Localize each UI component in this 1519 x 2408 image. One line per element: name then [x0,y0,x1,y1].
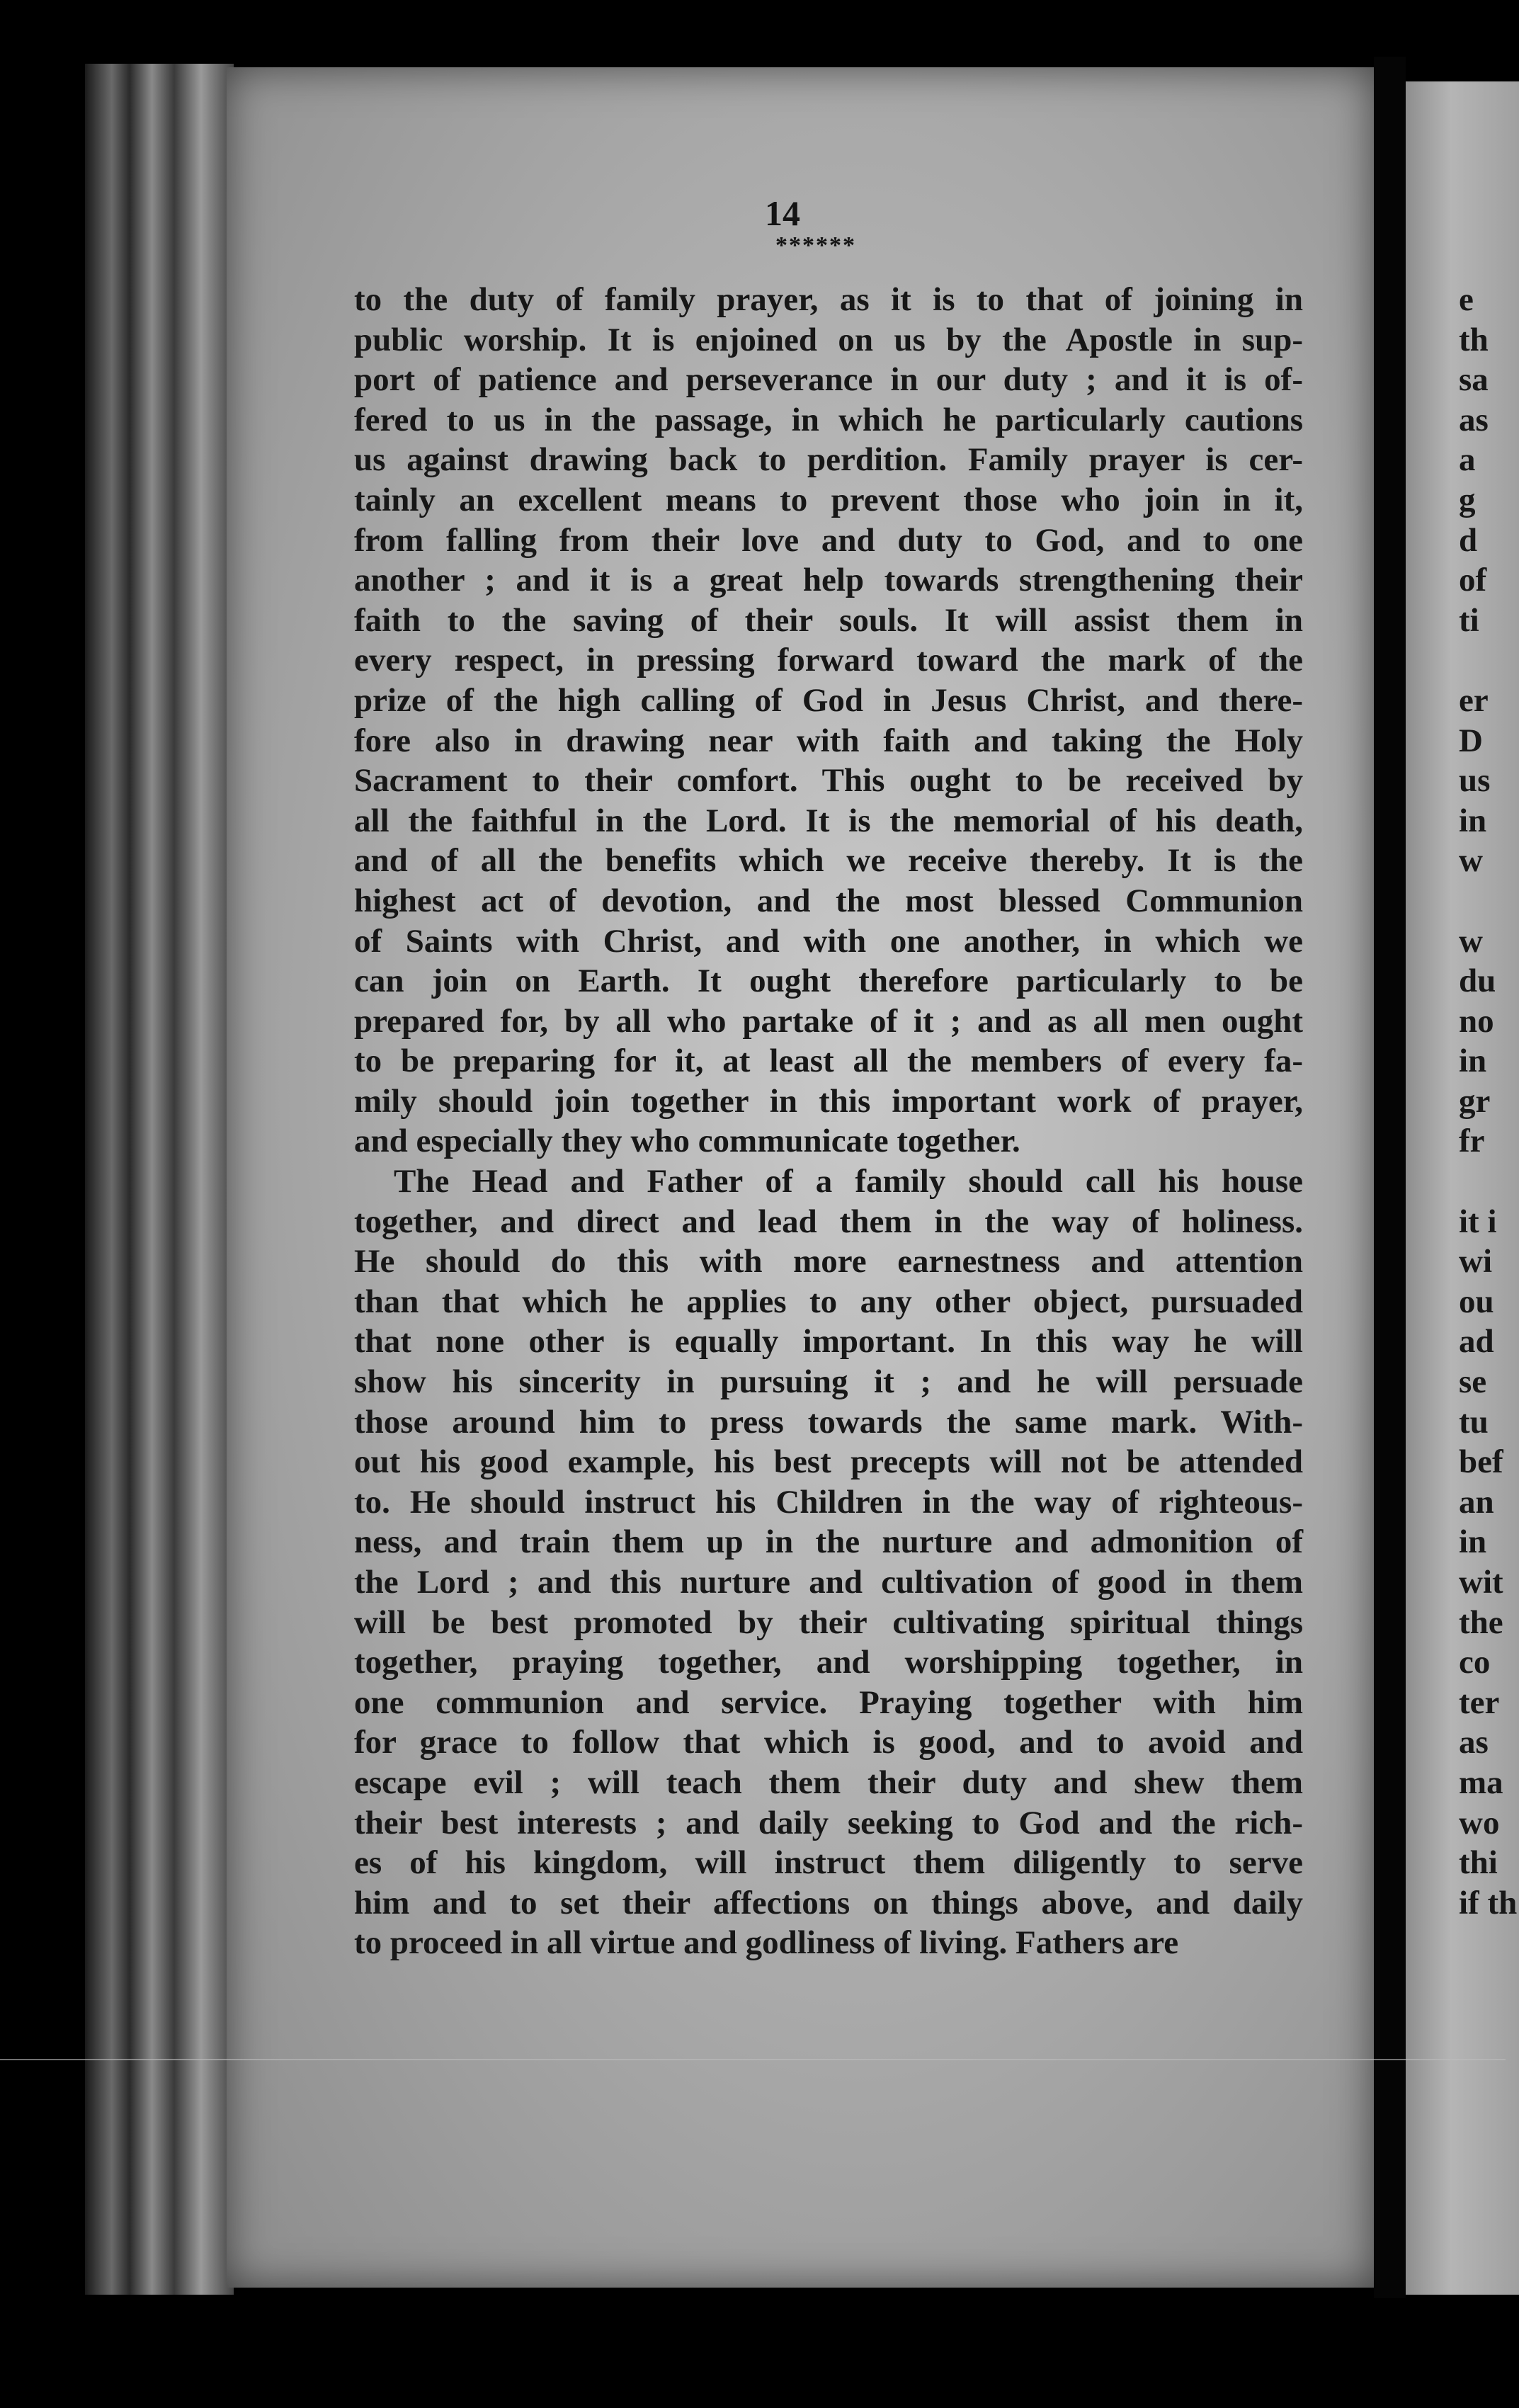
text-line: that none other is equally important. In this way he will [354,1323,1303,1361]
facing-page-fragment: e [1459,281,1474,318]
facing-page-fragment: of [1459,562,1487,599]
text-line: to proceed in all virtue and godliness of living. Fathers are [354,1924,1179,1962]
facing-page-fragment: w [1459,922,1483,960]
text-line: to. He should instruct his Children in the way of righteous- [354,1483,1303,1521]
facing-page-fragment: in [1459,802,1487,839]
text-line: every respect, in pressing forward toward the mark of the [354,642,1303,679]
facing-page-fragment: in [1459,1043,1487,1080]
facing-page-fragment: g [1459,481,1476,518]
facing-page-fragment: an [1459,1483,1494,1521]
text-line: for grace to follow that which is good, and to avoid and [354,1724,1303,1761]
text-line: together, and direct and lead them in the way of holiness. [354,1203,1303,1240]
text-line: all the faithful in the Lord. It is the memorial of his death, [354,802,1303,839]
text-line: one communion and service. Praying together with him [354,1683,1303,1721]
text-line: the Lord ; and this nurture and cultivation of good in them [354,1564,1303,1601]
facing-page-fragment: it i [1459,1203,1497,1240]
header-ornament: ****** [775,232,856,259]
text-line: es of his kingdom, will instruct them diligently to serve [354,1844,1303,1882]
text-line: together, praying together, and worshipping together, in [354,1644,1303,1681]
page-number: 14 [765,193,800,233]
facing-page-fragment: th [1459,321,1489,358]
facing-page-fragment: as [1459,401,1489,438]
text-line: us against drawing back to perdition. Family prayer is cer- [354,441,1303,479]
text-line: The Head and Father of a family should call his house [394,1163,1303,1200]
facing-page-fragment: as [1459,1724,1489,1761]
text-line: fore also in drawing near with faith and taking the Holy [354,722,1303,759]
facing-page-fragment: no [1459,1002,1494,1040]
facing-page-fragment: se [1459,1363,1487,1401]
text-line: fered to us in the passage, in which he particularly cautions [354,401,1303,438]
facing-page-fragment: a [1459,441,1476,479]
text-line: can join on Earth. It ought therefore particularly to be [354,962,1303,1000]
facing-page-fragment: wo [1459,1804,1500,1841]
text-line: prepared for, by all who partake of it ; and as all men ought [354,1002,1303,1040]
text-line: to be preparing for it, at least all the members of every fa- [354,1043,1303,1080]
facing-page-fragment: gr [1459,1082,1491,1120]
text-line: from falling from their love and duty to God, and to one [354,521,1303,559]
text-line: highest act of devotion, and the most blessed Communion [354,882,1303,919]
text-line: ness, and train them up in the nurture and admonition of [354,1523,1303,1561]
text-line: escape evil ; will teach them their duty and shew them [354,1764,1303,1801]
text-line: prize of the high calling of God in Jesus Christ, and there- [354,681,1303,719]
facing-page-fragment: wi [1459,1243,1492,1280]
facing-page-fragment: ti [1459,601,1479,639]
facing-page-fragment: d [1459,521,1478,559]
facing-page-fragment: thi [1459,1844,1498,1882]
facing-page-fragment: D [1459,722,1483,759]
text-line: those around him to press towards the same mark. With- [354,1403,1303,1441]
text-line: and of all the benefits which we receive thereby. It is the [354,842,1303,880]
facing-page-fragment: ter [1459,1683,1500,1721]
page-gutter-shadow [1374,57,1406,2298]
facing-page-fragment: ad [1459,1323,1494,1361]
facing-page-fragment: co [1459,1644,1491,1681]
text-line: another ; and it is a great help towards strengthening their [354,562,1303,599]
text-line: of Saints with Christ, and with one another, in which we [354,922,1303,960]
facing-page-fragment: us [1459,762,1491,800]
facing-page-fragment: ma [1459,1764,1503,1801]
text-line: will be best promoted by their cultivating spiritual things [354,1603,1303,1641]
text-line: Sacrament to their comfort. This ought to be received by [354,762,1303,800]
scan-artifact-line [0,2059,1506,2060]
facing-page-fragment: er [1459,681,1489,719]
facing-page-fragment: fr [1459,1123,1485,1160]
page-body-text [354,280,1303,1963]
text-line: mily should join together in this important work of prayer, [354,1082,1303,1120]
facing-page-text-fragments [1459,280,1518,1923]
text-line: than that which he applies to any other object, pursuaded [354,1283,1303,1320]
facing-page-fragment: if th [1459,1884,1518,1921]
facing-page-fragment: sa [1459,361,1489,399]
book-spine-edge [85,64,234,2295]
facing-page-fragment: wit [1459,1564,1503,1601]
text-line: out his good example, his best precepts will not be attended [354,1443,1303,1481]
text-line: public worship. It is enjoined on us by the Apostle in sup- [354,321,1303,358]
facing-page-fragment: the [1459,1603,1503,1641]
facing-page-fragment: du [1459,962,1496,1000]
facing-page-fragment: tu [1459,1403,1489,1441]
facing-page-fragment: w [1459,842,1483,880]
text-line: faith to the saving of their souls. It will assist them in [354,601,1303,639]
text-line: show his sincerity in pursuing it ; and he will persuade [354,1363,1303,1401]
text-line: their best interests ; and daily seeking to God and the rich- [354,1804,1303,1841]
text-line: He should do this with more earnestness and attention [354,1243,1303,1280]
text-line: him and to set their affections on things above, and daily [354,1884,1303,1921]
text-line: and especially they who communicate together. [354,1123,1020,1160]
text-line: port of patience and perseverance in our duty ; and it is of- [354,361,1303,399]
facing-page-fragment: in [1459,1523,1487,1561]
facing-page-fragment: ou [1459,1283,1494,1320]
facing-page-fragment: bef [1459,1443,1503,1481]
text-line: to the duty of family prayer, as it is to that of joining in [354,281,1303,318]
text-line: tainly an excellent means to prevent those who join in it, [354,481,1303,518]
